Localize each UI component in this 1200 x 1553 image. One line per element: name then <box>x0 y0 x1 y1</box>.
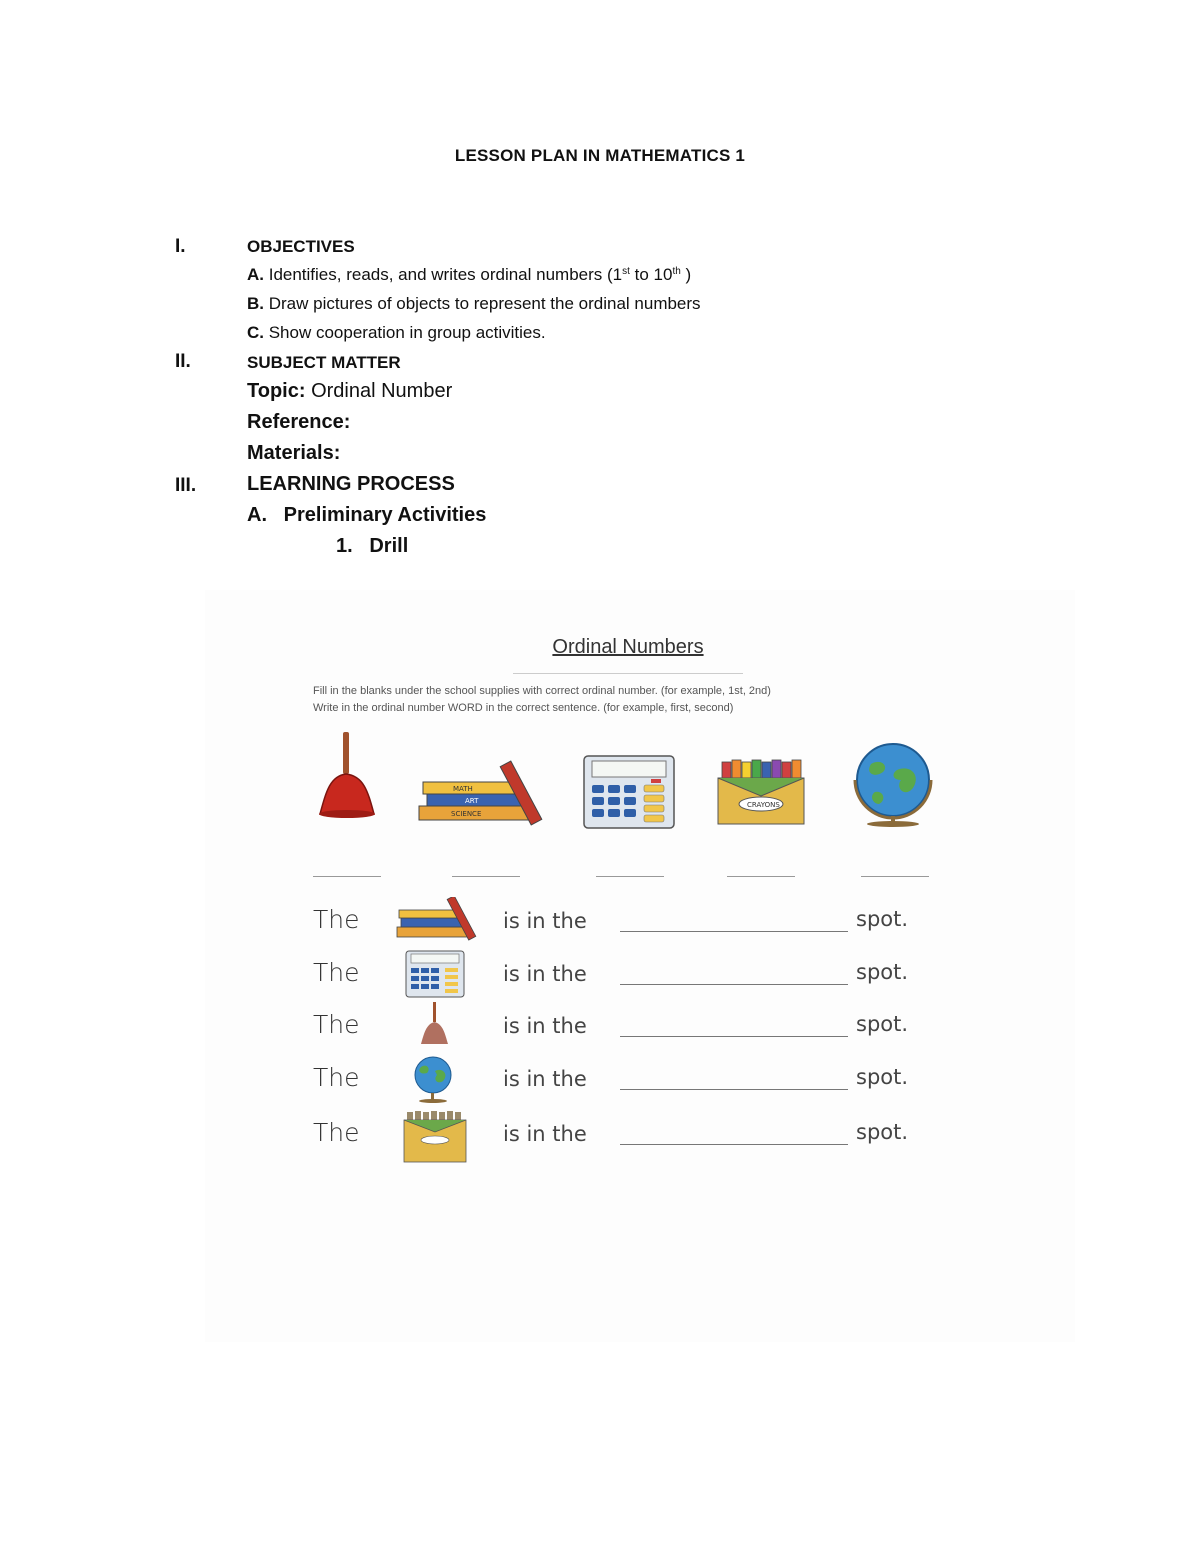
book-label-science: SCIENCE <box>451 810 482 818</box>
sentence-row-calculator <box>313 958 933 1008</box>
objective-b <box>247 294 701 314</box>
sentence-is-in-the: is in the <box>503 909 587 933</box>
topic-line <box>247 380 452 403</box>
sentence-the: The <box>313 958 360 987</box>
sentence-answer-line <box>620 984 848 985</box>
objective-a-end: ) <box>680 265 692 284</box>
worksheet-title-rule <box>513 673 743 674</box>
reference-line <box>247 411 350 434</box>
answer-blank-2 <box>452 876 520 877</box>
sentence-is-in-the: is in the <box>503 1014 587 1038</box>
sentence-the: The <box>313 905 360 934</box>
section-numeral-1: I. <box>175 236 186 257</box>
answer-blank-5 <box>861 876 929 877</box>
objective-a-text: Identifies, reads, and writes ordinal numbers (1 <box>264 265 623 284</box>
preliminary-activities: A. Preliminary Activities <box>247 504 487 526</box>
sentence-answer-line <box>620 1144 848 1145</box>
bell-icon <box>308 730 386 822</box>
sentence-spot: spot. <box>856 1120 909 1144</box>
answer-blank-4 <box>727 876 795 877</box>
worksheet-title: Ordinal Numbers <box>552 636 704 658</box>
worksheet-instruction-2: Write in the ordinal number WORD in the correct sentence. (for example, first, second) <box>313 702 734 714</box>
sentence-answer-line <box>620 1089 848 1090</box>
books-icon <box>415 760 555 826</box>
books-small-icon <box>393 897 483 945</box>
objective-a-sup-th: th <box>672 266 681 277</box>
sentence-the: The <box>313 1063 360 1092</box>
objective-a-sup-st: st <box>622 266 630 277</box>
topic-label: Topic: <box>247 380 306 402</box>
sentence-the: The <box>313 1010 360 1039</box>
objective-b-text: Draw pictures of objects to represent the ordinal numbers <box>264 294 701 313</box>
sentence-spot: spot. <box>856 907 909 931</box>
sentence-row-books <box>313 905 933 955</box>
sentence-spot: spot. <box>856 1012 909 1036</box>
materials-line <box>247 442 340 465</box>
crayons-icon <box>716 756 806 826</box>
objective-c <box>247 323 546 343</box>
objective-a-mid: to 10 <box>629 265 673 284</box>
crayons-small-icon <box>403 1110 469 1164</box>
crayons-label: CRAYONS <box>747 801 780 809</box>
globe-small-icon <box>403 1055 469 1107</box>
sentence-spot: spot. <box>856 960 909 984</box>
section-heading-subject-matter: SUBJECT MATTER <box>247 353 401 372</box>
sentence-row-globe <box>313 1063 933 1113</box>
sentence-answer-line <box>620 1036 848 1037</box>
drill-item: 1. Drill <box>336 535 409 557</box>
topic-value: Ordinal Number <box>305 380 453 402</box>
section-numeral-3: III. <box>175 475 197 496</box>
sentence-is-in-the: is in the <box>503 1122 587 1146</box>
worksheet-instruction-1: Fill in the blanks under the school supplies with correct ordinal number. (for example, 1st, 2nd) <box>313 685 771 697</box>
calculator-small-icon <box>405 950 475 1000</box>
sentence-spot: spot. <box>856 1065 909 1089</box>
objective-b-letter: B. <box>247 294 264 313</box>
sentence-row-crayons <box>313 1118 933 1168</box>
globe-icon <box>845 740 945 828</box>
sentence-the: The <box>313 1118 360 1147</box>
objective-c-text: Show cooperation in group activities. <box>264 323 546 342</box>
sentence-is-in-the: is in the <box>503 1067 587 1091</box>
bell-small-icon <box>413 1002 463 1052</box>
sentence-row-bell <box>313 1010 933 1060</box>
section-numeral-2: II. <box>175 351 191 372</box>
objective-a <box>247 265 691 285</box>
book-label-math: MATH <box>453 785 473 793</box>
page-title: LESSON PLAN IN MATHEMATICS 1 <box>454 146 746 165</box>
sentence-answer-line <box>620 931 848 932</box>
section-heading-learning-process: LEARNING PROCESS <box>247 473 455 495</box>
book-label-art: ART <box>465 797 479 805</box>
sentence-is-in-the: is in the <box>503 962 587 986</box>
section-heading-objectives: OBJECTIVES <box>247 237 355 256</box>
calculator-icon <box>583 755 675 829</box>
reference-label: Reference: <box>247 411 351 433</box>
objective-c-letter: C. <box>247 323 264 342</box>
answer-blank-3 <box>596 876 664 877</box>
answer-blank-1 <box>313 876 381 877</box>
materials-label: Materials: <box>247 442 341 464</box>
objective-a-letter: A. <box>247 265 264 284</box>
